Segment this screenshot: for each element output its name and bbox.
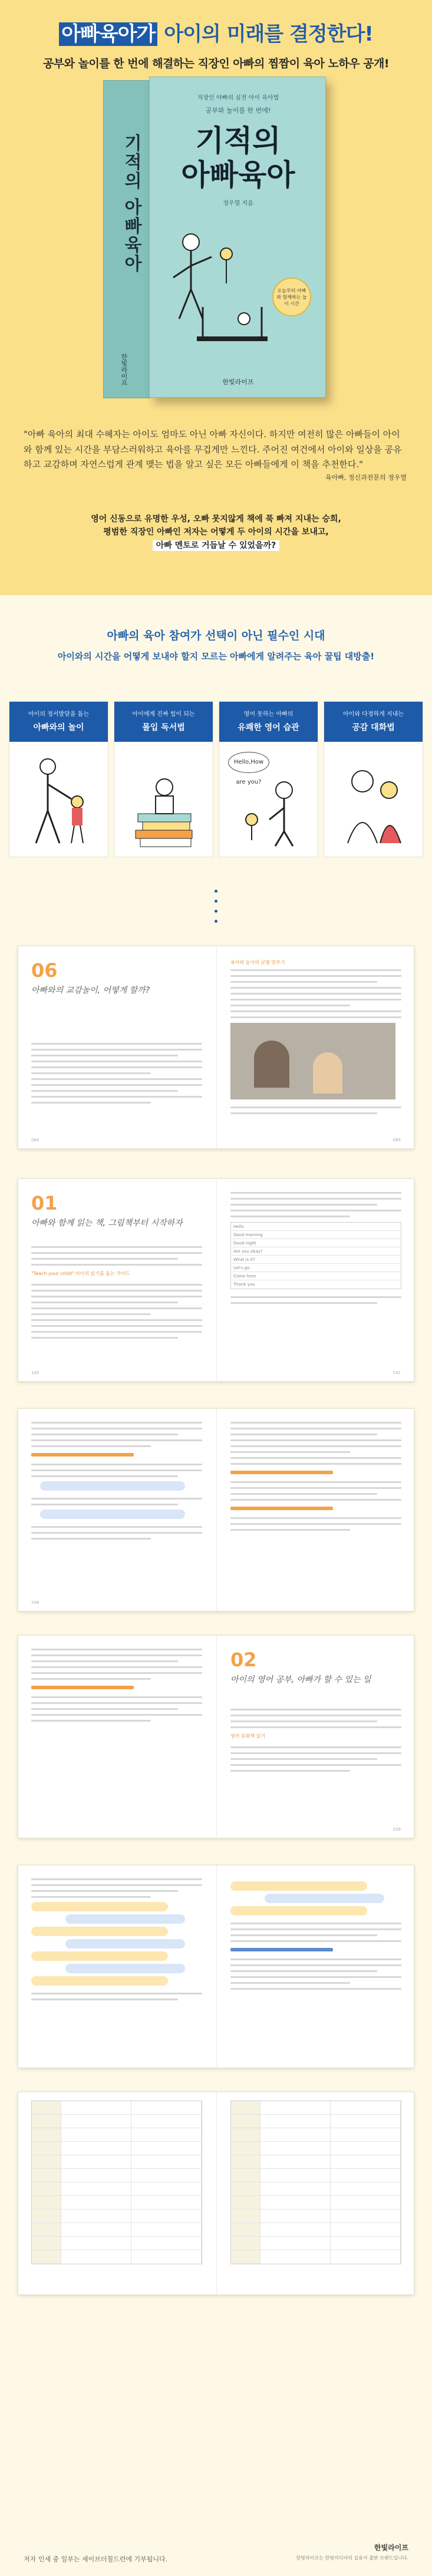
card-header [219,702,318,742]
page-spread-3 [18,1408,414,1611]
logo-subtext: 한빛라이프는 한빛미디어의 실용서 출판 브랜드입니다. [296,2555,408,2561]
dialog-bubble [230,1881,367,1891]
dialog-bubble [65,1964,185,1973]
body-text [31,1526,202,1540]
activity-grid [230,2101,401,2264]
left-page [31,1878,202,2004]
grid-cell [61,2223,131,2236]
grid-cell [331,2250,401,2264]
cover-tagline-2: 공부와 놀이를 한 번에! [205,107,271,114]
grid-cell [331,2169,401,2182]
page-spread-6 [18,2092,414,2295]
subheading-bar [230,1507,333,1510]
grid-cell [331,2196,401,2209]
grid-cell [331,2223,401,2236]
dialog-bubble [31,1951,168,1961]
grid-cell [231,2128,260,2141]
headline-rest: 아이의 미래를 결정한다! [164,22,373,46]
dialog-bubble [40,1481,186,1491]
dot [215,890,217,893]
table-row: Good morning [231,1231,401,1239]
card-small: 영어 못하는 아빠의 [243,711,294,718]
page-spread-1 [18,946,414,1149]
chapter-number: 01 [31,1192,58,1214]
cover-title [150,124,327,192]
dialog-bubble [65,1939,185,1948]
left-page [31,1649,202,1726]
grid-cell [131,2169,202,2182]
book-spine [103,80,150,398]
gutter [216,1179,217,1381]
folio-left: 084 [31,1138,39,1142]
spine-publisher: 한빛라이프 [120,354,128,386]
cover-badge: 오늘부터 아빠와 함께하는 놀이 시간 [272,278,311,316]
book-cover-3d [103,77,333,407]
card-big: 아빠와의 놀이 [33,723,84,732]
spine-title: 기적의 아빠육아 [121,134,141,273]
right-page [230,1878,401,1994]
table-row: Hello [231,1223,401,1231]
body-text [31,1649,202,1680]
grid-cell [231,2196,260,2209]
right-page [230,1649,401,1776]
feature-card-english [219,701,318,857]
grid-cell [331,2210,401,2222]
grid-cell [231,2155,260,2168]
logo-text: 한빛라이프 [374,2544,408,2552]
table-row: Come here [231,1272,401,1280]
section-subtitle: 아이와의 시간을 어떻게 보내야 할지 모르는 아빠에게 알려주는 육아 꿀팁 대방출! [57,651,375,662]
card-header [324,702,423,742]
feature-card-talk [324,701,423,857]
grid-cell [231,2210,260,2222]
grid-cell [131,2223,202,2236]
grid-cell [231,2169,260,2182]
activity-grid [31,2101,202,2264]
box-heading: "Teach your child" 아이의 읽기를 돕는 가이드 [31,1271,130,1276]
dialog-bubble [230,1906,367,1916]
right-page [230,1192,401,1308]
quote-author: 육아빠, 정신과전문의 정우열 [325,473,407,481]
pitch-line3: 아빠 멘토로 거듭날 수 있었을까? [153,540,279,551]
card-header [9,702,108,742]
grid-cell [260,2223,331,2236]
body-text [31,1696,202,1722]
grid-cell [331,2101,401,2114]
table-row: Let's go [231,1264,401,1272]
table-row: What is it? [231,1256,401,1264]
grid-cell [61,2250,131,2264]
cover-tagline: 직장인 아빠의 실전 아이 육아법 [197,95,279,101]
section-title: 아빠의 육아 참여가 선택이 아닌 필수인 시대 [107,629,325,642]
page-spread-4 [18,1635,414,1838]
grid-cell [131,2237,202,2250]
table-row: Good night [231,1239,401,1247]
gutter [216,2092,217,2294]
page-spread-5 [18,1865,414,2068]
grid-cell [331,2115,401,2128]
dialog-bubble [31,1902,168,1911]
card-big: 유쾌한 영어 습관 [238,723,299,732]
left-page [31,1192,202,1343]
dialog-bubble [31,1976,168,1986]
grid-cell [131,2182,202,2195]
grid-cell [61,2182,131,2195]
chapter-title: 아빠와의 교감놀이, 어떻게 할까? [31,986,150,995]
pitch-line1: 영어 신동으로 유명한 우성, 오빠 못지않게 책에 푹 빠져 지내는 승희, [91,514,341,524]
body-text [230,969,401,1018]
grid-cell [231,2182,260,2195]
cover-title-line2: 아빠육아 [181,157,295,192]
body-text [31,1993,202,2000]
grid-cell [32,2250,61,2264]
body-text [31,1246,202,1266]
intro-section [0,595,432,689]
grid-cell [331,2155,401,2168]
folio-right: 085 [393,1138,401,1142]
grid-cell [260,2237,331,2250]
grid-cell [231,2142,260,2155]
right-page [230,1422,401,1535]
body-text [31,1043,202,1104]
right-page [230,2101,401,2264]
dot [215,910,217,913]
grid-cell [61,2196,131,2209]
speech-bubble: Hello,How are you? [228,752,269,773]
grid-cell [61,2142,131,2155]
quote-text: "아빠 육아의 최대 수혜자는 아이도 엄마도 아닌 아빠 자신이다. 하지만 여전히 많은 아빠들이 아이와 함께 있는 시간을 부담스러워하고 육아를 무겁게만 느낀다. 주어진 여건에서 아이와 일상을 공유하고 교감하며 자연스럽게 관계 맺는 법을 알고 싶은 모든 아빠들에게 이 책을 추천한다." [24,429,402,470]
photo-dad-child [230,1023,395,1099]
body-text [230,1296,401,1304]
dialog-bubble [31,1927,168,1936]
folio-left: 208 [31,1600,39,1605]
grid-cell [131,2250,202,2264]
grid-cell [231,2115,260,2128]
body-text [230,1192,401,1217]
card-big: 몰입 독서법 [142,723,185,732]
feature-card-reading [114,701,213,857]
subheading-bar [31,1453,134,1457]
body-text [230,1422,401,1465]
grid-cell [131,2128,202,2141]
card-small: 아이의 정서발달을 돕는 [28,711,89,718]
dot [215,920,217,923]
gutter [216,1865,217,2068]
grid-cell [61,2210,131,2222]
grid-cell [260,2128,331,2141]
grid-cell [260,2142,331,2155]
grid-cell [61,2155,131,2168]
folio-left: 140 [31,1370,39,1375]
cover-publisher: 한빛라이프 [222,378,254,386]
feature-cards [9,701,423,857]
gutter [216,1409,217,1611]
body-text [31,1498,202,1505]
table-row: Thank you [233,1282,255,1287]
grid-cell [32,2155,61,2168]
dad-child-talking-illustration [225,749,314,849]
chapter-number: 06 [31,959,58,982]
left-page [31,2101,202,2264]
dot [215,900,217,903]
chapter-title: 아이의 영어 공부, 아빠가 할 수 있는 일 [230,1675,371,1685]
body-text [31,1464,202,1477]
grid-cell [131,2142,202,2155]
grid-cell [32,2223,61,2236]
body-text [230,1481,401,1501]
feature-card-play [9,701,108,857]
publisher-logo [296,2542,408,2561]
hero-section [0,0,432,595]
grid-cell [32,2128,61,2141]
dad-hugging-child-illustration [330,749,418,849]
grid-cell [231,2101,260,2114]
grid-cell [231,2250,260,2264]
page-spread-2 [18,1178,414,1382]
box-heading: 육아와 놀이의 균형 맞추기 [230,960,285,965]
footer-note: 저자 인세 중 일부는 세이브더칠드런에 기부됩니다. [24,2555,168,2563]
grid-cell [260,2250,331,2264]
headline-highlight: 아빠육아가 [59,22,157,46]
card-big: 공감 대화법 [352,723,395,732]
grid-cell [131,2155,202,2168]
grid-cell [260,2169,331,2182]
folio-right: 141 [393,1370,401,1375]
dots-divider [0,890,432,930]
grid-cell [32,2101,61,2114]
subheading-bar [31,1686,134,1689]
hero-headline [0,18,432,47]
recommendation-quote [24,427,407,483]
grid-cell [32,2210,61,2222]
gutter [216,1636,217,1838]
grid-cell [131,2101,202,2114]
subheading-bar [230,1471,333,1474]
child-on-books-illustration [120,749,209,849]
folio-right: 209 [393,1827,401,1832]
grid-cell [331,2237,401,2250]
grid-cell [331,2182,401,2195]
body-text [230,1959,401,1990]
grid-cell [331,2142,401,2155]
grid-cell [131,2196,202,2209]
phrase-table [230,1222,401,1289]
body-text [31,1422,202,1447]
grid-cell [260,2115,331,2128]
grid-cell [32,2142,61,2155]
table-row: Are you okay? [231,1247,401,1256]
grid-cell [61,2237,131,2250]
dialog-bubble [65,1914,185,1924]
body-text [230,1517,401,1531]
hero-subhead: 공부와 놀이를 한 번에 해결하는 직장인 아빠의 찜짬이 육아 노하우 공개! [42,57,390,70]
card-header [114,702,213,742]
cover-author: 정우열 지음 [223,200,253,207]
grid-cell [260,2196,331,2209]
grid-cell [260,2182,331,2195]
gutter [216,946,217,1148]
chapter-number: 02 [230,1649,257,1671]
body-text [230,1923,401,1942]
grid-cell [260,2101,331,2114]
grid-cell [32,2237,61,2250]
dialog-bubble [265,1894,384,1903]
grid-cell [61,2115,131,2128]
grid-cell [61,2128,131,2141]
grid-cell [260,2210,331,2222]
cover-illustration [161,219,279,372]
grid-cell [231,2223,260,2236]
subheading-bar [230,1948,333,1951]
body-text [230,1709,401,1728]
grid-cell [331,2128,401,2141]
chapter-title: 아빠와 함께 읽는 책, 그림책부터 시작하자 [31,1218,183,1228]
body-text [230,1107,401,1114]
grid-cell [231,2237,260,2250]
grid-cell [61,2169,131,2182]
card-small: 아이와 다정하게 지내는 [343,711,404,718]
grid-cell [32,2169,61,2182]
cover-title-line1: 기적의 [195,124,281,158]
grid-cell [32,2182,61,2195]
grid-cell [260,2155,331,2168]
right-page [230,959,401,1118]
dialog-bubble [40,1510,186,1519]
left-page [31,959,202,1108]
pitch-block [0,513,432,552]
card-small: 아이에게 진짜 힘이 되는 [132,711,195,718]
box-heading: 영어 동화책 읽기 [230,1733,266,1739]
grid-cell [131,2115,202,2128]
dad-child-walking-illustration [15,749,104,849]
book-front [149,77,326,398]
grid-cell [32,2196,61,2209]
grid-cell [32,2115,61,2128]
pitch-line2: 평범한 직장인 아빠인 저자는 어떻게 두 아이의 시간을 보내고, [103,527,329,537]
left-page [31,1422,202,1544]
body-text [31,1878,202,1898]
grid-cell [61,2101,131,2114]
grid-cell [131,2210,202,2222]
body-text [230,1746,401,1772]
body-text [31,1284,202,1339]
